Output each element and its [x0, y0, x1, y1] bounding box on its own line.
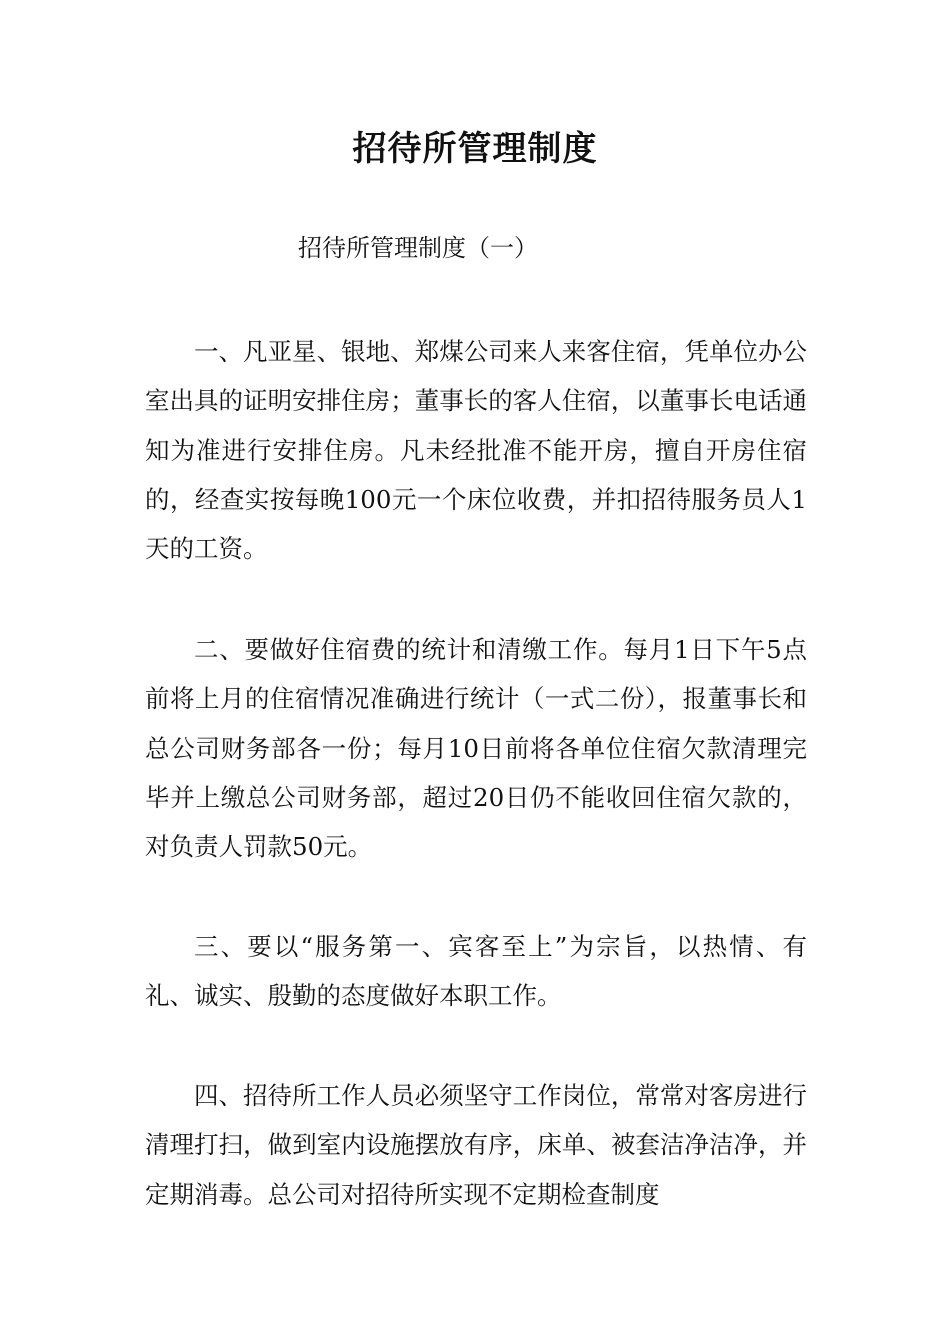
document-title: 招待所管理制度: [352, 129, 598, 169]
paragraph-2: 二、要做好住宿费的统计和清缴工作。每月1日下午5点前将上月的住宿情况准确进行统计（一式二份），报董事长和总公司财务部各一份；每月10日前将各单位住宿欠款清理完毕并上缴总公司财务部，超过20日仍不能收回住宿欠款的，对负责人罚款50元。: [145, 635, 807, 862]
paragraph-4: 四、招待所工作人员必须坚守工作岗位，常常对客房进行清理打扫，做到室内设施摆放有序，床单、被套洁净洁净，并定期消毒。总公司对招待所实现不定期检查制度: [145, 1081, 807, 1209]
document-subtitle: 招待所管理制度（一）: [298, 234, 538, 262]
paragraph-3: 三、要以“服务第一、宾客至上”为宗旨，以热情、有礼、诚实、殷勤的态度做好本职工作。: [145, 932, 807, 1011]
paragraph-1: 一、凡亚星、银地、郑煤公司来人来客住宿，凭单位办公室出具的证明安排住房；董事长的客人住宿，以董事长电话通知为准进行安排住房。凡未经批准不能开房，擅自开房住宿的，经查实按每晚100元一个床位收费，并扣招待服务员人1天的工资。: [145, 337, 807, 564]
